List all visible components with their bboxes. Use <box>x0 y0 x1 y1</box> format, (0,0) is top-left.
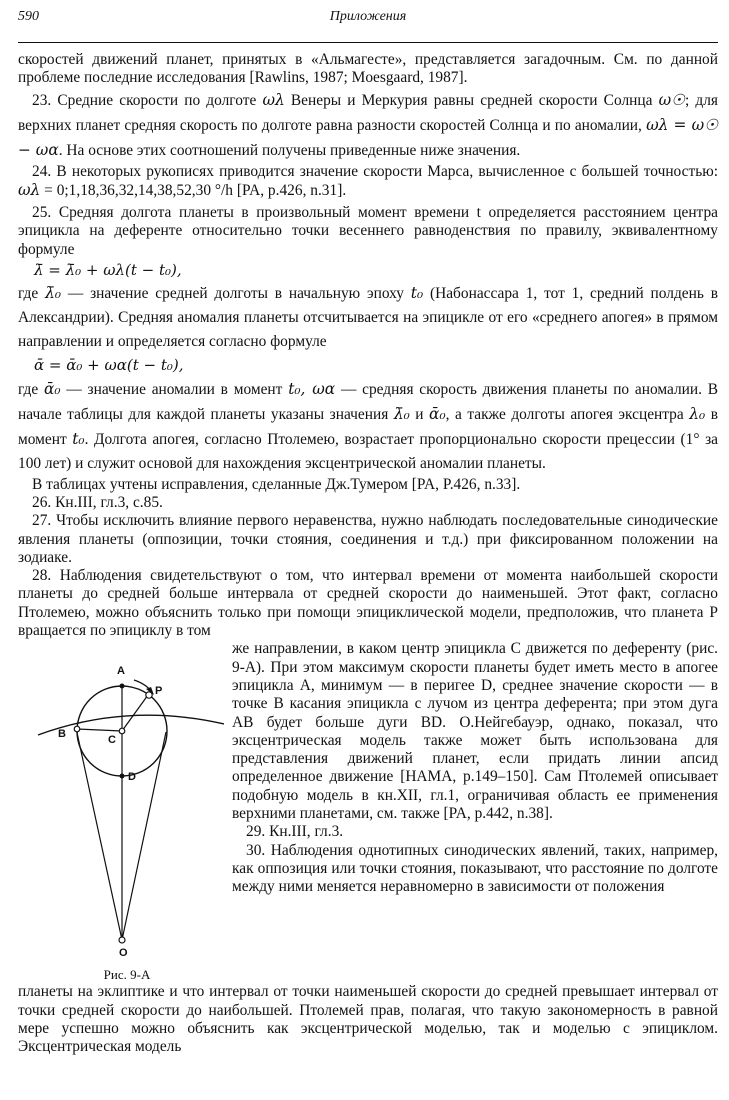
epicycle-diagram <box>18 640 224 958</box>
ray-right <box>122 732 166 940</box>
header-rule <box>18 42 718 43</box>
figure-9a <box>18 640 224 983</box>
label-c: C <box>108 734 116 747</box>
radius-cp <box>122 695 148 731</box>
page-number: 590 <box>18 9 39 24</box>
omega-relation-formula: ωλ = ω☉ − ωα <box>18 115 718 159</box>
label-p: P <box>155 685 163 698</box>
formula-mean-anomaly: ᾱ = ᾱ₀ + ωα(t − t₀), <box>34 356 184 375</box>
point-a <box>120 684 125 689</box>
paragraph-24: 24. В некоторых рукописях приводится значение скорости Марса, вычисленное с большей точностью: ωλ = 0;1,18,36,32,14,38,52,30 °/h [PA, p.426, n.31]. <box>18 162 718 199</box>
paragraph-28-b: же направлении, в каком центр эпицикла C движется по деференту (рис. 9-А). При этом максимум скорости планеты будет иметь место в апогее эпицикла A, минимум — в перигее D, среднее значение скорости — в точке B касания эпицикла с лучом из центра деферента; при этом дуга AB будет больше дуги BD. О.Нейгебауэр, однако, показал, что эксцентрическая модель также может быть использована для представления движений планет, если придать линии апсид определенное движение [HAMA, p.149–150]. Сам Птолемей описывает подобную модель в кн.XII, гл.1, ограничивая область ее применения верхними планетами, см. также [PA, p.442, n.38]. <box>232 640 718 823</box>
label-a: A <box>117 665 125 678</box>
point-b <box>74 727 80 733</box>
label-d: D <box>128 771 136 784</box>
page <box>18 8 718 1096</box>
point-o <box>119 937 125 943</box>
paragraph-25-c: где ᾱ₀ — значение аномалии в момент t₀, ωα — средняя скорость движения планеты по аномалии. В начале таблицы для каждой планеты указаны значения λ̄₀ и ᾱ₀, а также долготы апогея эксцентра λ₀ в момент t₀. Долгота апогея, согласно Птолемею, возрастает пропорционально скорости прецессии (1° за 100 лет) и служит основой для нахождения эксцентрической аномалии планеты. <box>18 379 719 472</box>
paragraph-25-b: где λ̄₀ — значение средней долготы в начальную эпоху t₀ (Набонассара 1, тот 1, средний полдень в Александрии). Средняя аномалия планеты отсчитывается на эпицикле от его «среднего апогея» в прямом направлении и определяется согласно формуле <box>18 284 718 351</box>
point-d <box>120 774 125 779</box>
paragraph-29: 29. Кн.III, гл.3. <box>246 823 344 841</box>
paragraph-26: 26. Кн.III, гл.3, с.85. <box>32 493 163 511</box>
running-head <box>18 8 718 28</box>
paragraph-28: 28. Наблюдения свидетельствуют о том, что интервал времени от момента наибольшей скорости планеты до средней больше интервала от средней скорости до наименьшей. Этот факт, согласно Птолемею, можно объяснить только при помощи эпициклической модели, предположив, что планета P вращается по эпициклу в том <box>18 567 718 640</box>
paragraph-23: 23. Средние скорости по долготе ωλ Венеры и Меркурия равны средней скорости Солнца ω☉; для верхних планет средняя скорость по долготе равна разности скоростей Солнца и по аномалии, ωλ = ω☉ − ωα. На основе этих соотношений получены приведенные ниже значения. <box>18 90 718 159</box>
paragraph-30-b: планеты на эклиптике и что интервал от точки наименьшей скорости до средней превышает интервал от точки средней скорости до наибольшей. Птолемей прав, полагая, что такую закономерность в равной мере успешно можно объяснить как эксцентрической моделью, так и моделью с эпициклом. Эксцентрическая модель <box>18 983 718 1056</box>
section-title: Приложения <box>329 9 407 24</box>
paragraph-30: 30. Наблюдения однотипных синодических явлений, таких, например, как оппозиция или точки стояния, показывают, что расстояние по долготе между ними меняется неравномерно в зависимости от положения <box>232 841 718 896</box>
omega-lambda-symbol: ωλ <box>262 90 285 109</box>
formula-mean-longitude: λ̄ = λ̄₀ + ωλ(t − t₀), <box>34 261 182 280</box>
paragraph-22-continued: скоростей движений планет, принятых в «Альмагесте», представляется загадочным. См. по данной проблеме последние исследования [Rawlins, 1987; Moesgaard, 1987]. <box>18 51 718 87</box>
paragraph-25: 25. Средняя долгота планеты в произвольный момент времени t определяется расстоянием центра эпицикла на деференте относительно точки весеннего равноденствия по правилу, эквивалентному формуле <box>18 204 718 258</box>
paragraph-25-d: В таблицах учтены исправления, сделанные Дж.Тумером [PA, P.426, n.33]. <box>32 475 521 493</box>
ray-to-b <box>76 728 122 940</box>
point-p <box>146 692 152 698</box>
label-o: O <box>119 947 128 959</box>
paragraph-27: 27. Чтобы исключить влияние первого неравенства, нужно наблюдать последовательные синодические явления планеты (оппозиции, точки стояния, соединения и т.д.) при фиксированном положении на зодиаке. <box>18 512 718 566</box>
omega-sun-symbol: ω☉ <box>658 90 685 109</box>
radius-cb <box>77 729 122 731</box>
figure-block <box>18 640 718 983</box>
point-c <box>119 729 125 735</box>
label-b: B <box>58 728 66 741</box>
figure-caption: Рис. 9-А <box>103 966 151 982</box>
